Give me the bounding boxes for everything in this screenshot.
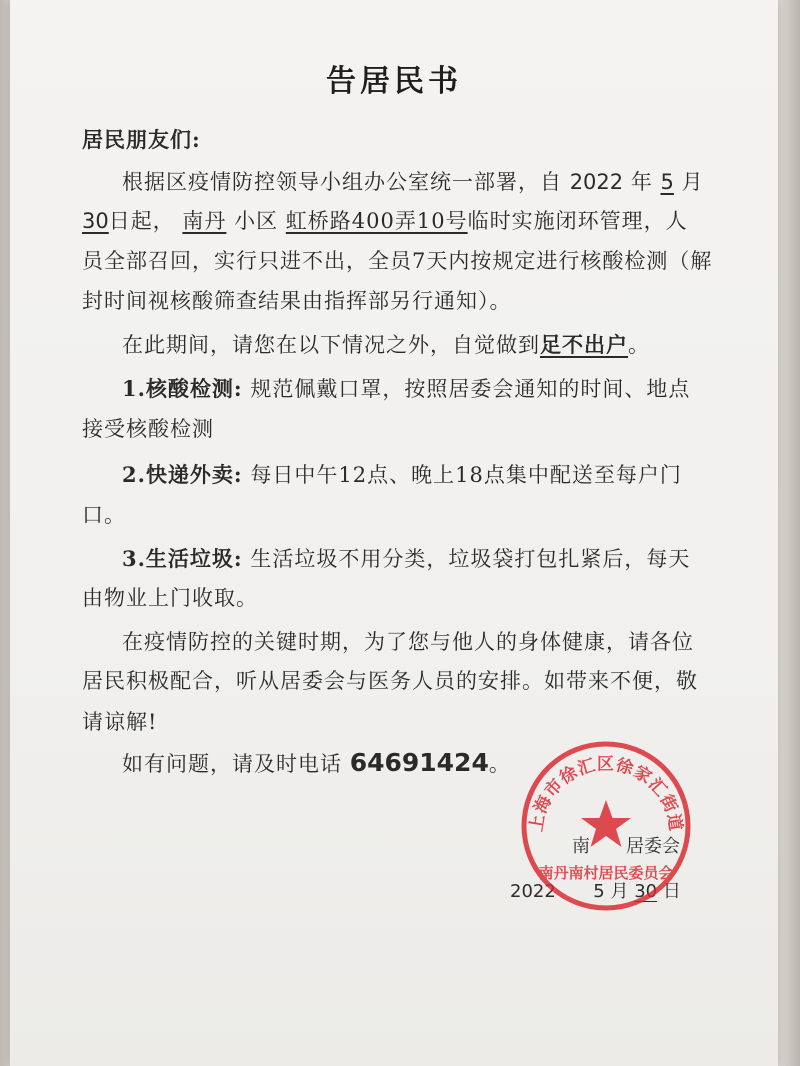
p1-community-label: 小区 bbox=[234, 209, 279, 233]
p2-text: 在此期间，请您在以下情况之外，自觉做到 bbox=[122, 333, 540, 357]
seal-inner-text: 南丹南村居民委员会 bbox=[538, 864, 674, 882]
item-1-heading: 1.核酸检测: bbox=[122, 376, 243, 401]
p1-text-a: 根据区疫情防控领导小组办公室统一部署，自 bbox=[122, 170, 562, 194]
seal-outer-text: 上海市徐汇区徐家汇街道 bbox=[526, 754, 686, 834]
item-2-text: 每日中午12点、晚上18点集中配送至每户门 bbox=[250, 463, 682, 487]
signature-month: 5 bbox=[593, 881, 605, 902]
p1-year: 2022 bbox=[569, 170, 624, 194]
item-1-text: 规范佩戴口罩，按照居委会通知的时间、地点 bbox=[250, 377, 691, 401]
page-title: 告居民书 bbox=[326, 64, 462, 99]
paragraph-3-line-1: 在疫情防控的关键时期，为了您与他人的身体健康，请各位 bbox=[122, 630, 694, 654]
paragraph-3-line-3: 请谅解! bbox=[82, 710, 158, 734]
paragraph-3-line-2: 居民积极配合，听从居委会与医务人员的安排。如带来不便，敬 bbox=[82, 669, 698, 693]
p1-year-label: 年 bbox=[630, 170, 653, 194]
signature-year: 2022 bbox=[510, 881, 556, 902]
item-3-line-1 bbox=[122, 543, 690, 573]
p1-address: 虹桥路400弄10号 bbox=[285, 209, 468, 233]
signature-org-a: 南 bbox=[572, 836, 590, 857]
paragraph-1-line-2 bbox=[82, 205, 688, 235]
signature-month-label: 月 bbox=[610, 881, 629, 902]
item-1-line-2: 接受核酸检测 bbox=[82, 417, 214, 441]
item-3-heading: 3.生活垃圾: bbox=[122, 546, 243, 571]
item-2-heading: 2.快递外卖: bbox=[122, 462, 243, 487]
salutation: 居民朋友们: bbox=[82, 127, 201, 152]
seal-star-icon bbox=[581, 800, 631, 847]
p1-text-c: 临时实施闭环管理，人 bbox=[467, 209, 688, 233]
p1-month: 5 bbox=[660, 170, 674, 194]
p1-community: 南丹 bbox=[182, 209, 227, 233]
paragraph-1-line-3: 员全部召回，实行只进不出，全员7天内按规定进行核酸检测（解 bbox=[82, 249, 713, 273]
item-1-line-1 bbox=[122, 373, 690, 403]
contact-phone: 64691424 bbox=[349, 748, 489, 777]
desk-edge-right bbox=[776, 0, 800, 1066]
p1-text-b: 日起， bbox=[108, 209, 175, 233]
paragraph-2 bbox=[122, 329, 650, 359]
p1-month-label: 月 bbox=[681, 170, 704, 194]
item-3-text: 生活垃圾不用分类，垃圾袋打包扎紧后，每天 bbox=[250, 547, 691, 571]
signature-org-b: 居委会 bbox=[626, 836, 680, 857]
item-3-line-2: 由物业上门收取。 bbox=[82, 586, 258, 610]
notice-paper bbox=[10, 0, 778, 1066]
paragraph-1-line-4: 封时间视核酸筛查结果由指挥部另行通知）。 bbox=[82, 289, 512, 313]
contact-text: 如有问题，请及时电话 bbox=[122, 752, 342, 776]
item-2-line-2: 口。 bbox=[82, 503, 126, 527]
contact-end: 。 bbox=[488, 752, 511, 776]
p2-end: 。 bbox=[628, 333, 650, 357]
official-seal bbox=[518, 738, 694, 914]
signature-day: 30 bbox=[634, 881, 658, 902]
contact-line bbox=[122, 748, 511, 778]
item-2-line-1 bbox=[122, 459, 682, 489]
p1-day: 30 bbox=[82, 209, 109, 233]
p2-emphasis: 足不出户 bbox=[540, 332, 628, 357]
paragraph-1-line-1 bbox=[122, 166, 704, 196]
signature-day-label: 日 bbox=[662, 881, 681, 902]
